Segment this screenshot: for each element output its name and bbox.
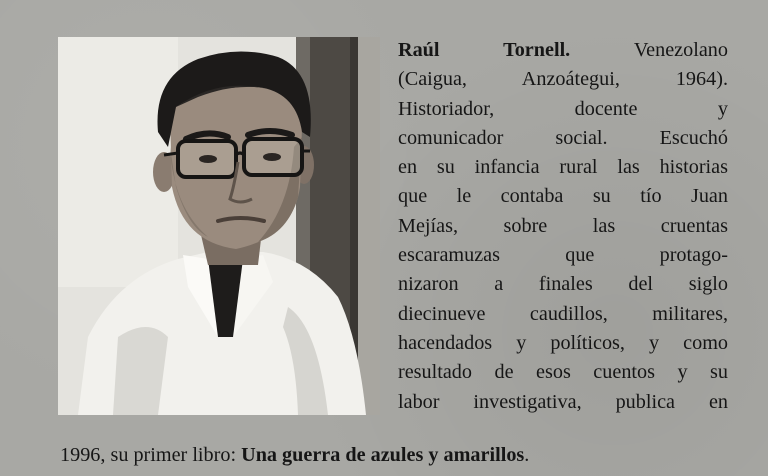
bio-line: Historiador, docente y [398,97,728,120]
bio-line: resultado de esos cuentos y su [398,361,728,384]
bio-final-line: 1996, su primer libro: Una guerra de azules y amarillos. [60,444,530,466]
bio-line: labor investigativa, publica en [398,390,728,413]
bio-line: diecinueve caudillos, militares, [398,302,728,325]
bio-line: en su infancia rural las historias [398,156,728,179]
author-portrait-photo [58,37,380,415]
bio-line: escaramuzas que protago- [398,244,728,267]
bio-line: hacendados y políticos, y como [398,331,728,354]
bio-line: Raúl Tornell. Venezolano [398,39,728,61]
bio-line: Mejías, sobre las cruentas [398,214,728,237]
bio-line: comunicador social. Escuchó [398,126,728,149]
bio-line: nizaron a finales del siglo [398,273,728,296]
bio-line: que le contaba su tío Juan [398,185,728,208]
author-name: Raúl Tornell. [398,39,571,61]
book-title: Una guerra de azules y amarillos [241,444,525,466]
author-bio [398,36,728,417]
bio-line: (Caigua, Anzoátegui, 1964). [398,68,728,91]
